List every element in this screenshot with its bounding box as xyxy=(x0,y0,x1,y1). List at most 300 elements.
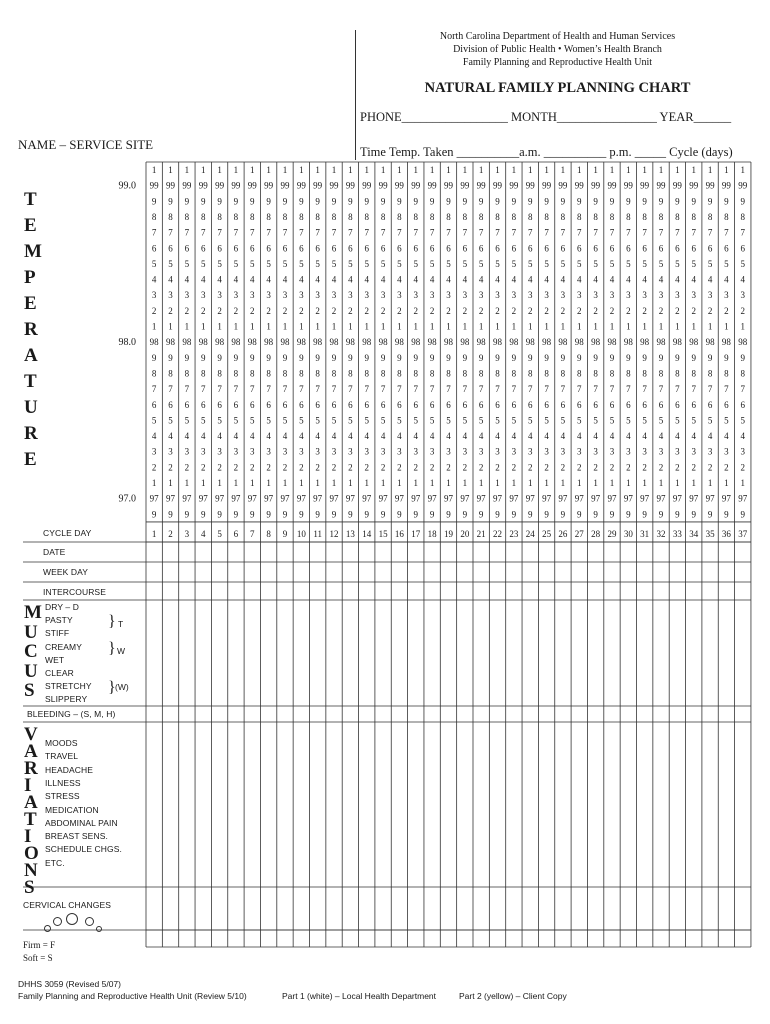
temperature-cell: 9 xyxy=(364,509,369,520)
mucus-item: CREAMY xyxy=(45,641,82,652)
temperature-cell: 3 xyxy=(151,290,157,301)
temperature-cell: 9 xyxy=(168,509,173,520)
temperature-cell: 6 xyxy=(626,243,631,254)
cycle-day-number: 2 xyxy=(168,529,173,539)
temperature-cell: 3 xyxy=(233,446,239,457)
temperature-cell: 97 xyxy=(558,493,568,504)
temperature-cell: 3 xyxy=(707,290,713,301)
temperature-cell: 8 xyxy=(446,211,451,222)
temperature-cell: 1 xyxy=(642,321,647,332)
temperature-cell: 3 xyxy=(658,290,664,301)
temperature-cell: 1 xyxy=(577,321,582,332)
temperature-cell: 97 xyxy=(149,493,159,504)
cycle-day-number: 15 xyxy=(378,529,388,539)
temperature-cell: 3 xyxy=(446,446,451,457)
temperature-cell: 1 xyxy=(233,321,239,332)
temperature-cell: 7 xyxy=(184,384,190,395)
temperature-cell: 1 xyxy=(299,165,304,175)
temperature-cell: 99 xyxy=(493,180,503,191)
cycle-day-number: 20 xyxy=(460,529,470,539)
temperature-cell: 7 xyxy=(151,384,157,395)
temperature-cell: 4 xyxy=(560,431,566,442)
temperature-cell: 1 xyxy=(560,321,566,332)
temperature-cell: 99 xyxy=(591,180,601,191)
temperature-cell: 4 xyxy=(151,431,157,442)
temperature-cell: 1 xyxy=(626,478,631,488)
temperature-cell: 3 xyxy=(626,290,631,301)
temperature-cell: 99 xyxy=(264,180,274,191)
temperature-cell: 2 xyxy=(707,462,713,473)
temperature-cell: 6 xyxy=(380,399,386,410)
temperature-cell: 6 xyxy=(200,399,206,410)
temperature-cell: 9 xyxy=(299,196,304,207)
temperature-cell: 98 xyxy=(378,337,388,348)
soft-legend: Soft = S xyxy=(23,953,53,963)
temperature-cell: 4 xyxy=(168,431,173,442)
temperature-cell: 8 xyxy=(397,368,402,379)
temperature-cell: 4 xyxy=(250,274,255,285)
temperature-cell: 9 xyxy=(527,196,533,207)
temperature-cell: 4 xyxy=(331,274,337,285)
temperature-cell: 8 xyxy=(364,211,369,222)
mucus-item: WET xyxy=(45,654,65,665)
temperature-cell: 3 xyxy=(413,446,419,457)
temperature-cell: 6 xyxy=(544,399,549,410)
temperature-cell: 9 xyxy=(511,352,517,363)
temperature-cell: 97 xyxy=(345,493,355,504)
temperature-cell: 3 xyxy=(544,290,549,301)
temperature-cell: 3 xyxy=(200,446,206,457)
temperature-cell: 97 xyxy=(591,493,601,504)
temperature-cell: 5 xyxy=(315,415,320,426)
temperature-cell: 9 xyxy=(577,352,582,363)
temperature-cell: 6 xyxy=(299,399,304,410)
temperature-cell: 8 xyxy=(462,211,468,222)
temperature-cell: 2 xyxy=(282,462,288,473)
temperature-cell: 1 xyxy=(299,321,304,332)
temperature-cell: 2 xyxy=(168,462,173,473)
temperature-cell: 6 xyxy=(593,399,598,410)
temperature-cell: 99 xyxy=(525,180,535,191)
temperature-cell: 3 xyxy=(168,446,173,457)
temperature-cell: 6 xyxy=(250,399,255,410)
temperature-cell: 5 xyxy=(527,258,533,269)
temperature-cell: 9 xyxy=(380,509,386,520)
temperature-cell: 2 xyxy=(740,462,746,473)
temperature-cell: 99 xyxy=(689,180,699,191)
temperature-cell: 4 xyxy=(560,274,566,285)
temperature-cell: 1 xyxy=(151,321,157,332)
temperature-cell: 5 xyxy=(397,258,402,269)
temperature-cell: 2 xyxy=(233,462,239,473)
temperature-cell: 7 xyxy=(495,384,500,395)
temperature-cell: 2 xyxy=(593,305,598,316)
temperature-cell: 2 xyxy=(658,305,664,316)
temperature-cell: 6 xyxy=(691,243,696,254)
temperature-cell: 9 xyxy=(151,352,157,363)
temperature-cell: 1 xyxy=(250,165,255,175)
temperature-cell: 2 xyxy=(675,462,680,473)
temperature-cell: 5 xyxy=(511,258,517,269)
temperature-cell: 6 xyxy=(413,399,419,410)
temperature-cell: 5 xyxy=(233,258,239,269)
temperature-cell: 99 xyxy=(329,180,339,191)
temperature-cell: 7 xyxy=(593,227,598,238)
temperature-cell: 9 xyxy=(675,196,680,207)
temperature-cell: 98 xyxy=(247,337,257,348)
variation-item: MEDICATION xyxy=(45,804,99,815)
temperature-cell: 5 xyxy=(429,415,435,426)
temperature-cell: 7 xyxy=(658,227,664,238)
temperature-cell: 3 xyxy=(478,290,484,301)
temperature-cell: 4 xyxy=(495,431,500,442)
temperature-cell: 4 xyxy=(364,274,369,285)
temperature-cell: 98 xyxy=(460,337,470,348)
temperature-cell: 7 xyxy=(364,227,369,238)
temperature-cell: 3 xyxy=(577,290,582,301)
temperature-cell: 5 xyxy=(724,415,729,426)
header-unit: Family Planning and Reproductive Health Unit xyxy=(462,57,653,68)
temperature-cell: 1 xyxy=(364,321,369,332)
temperature-cell: 2 xyxy=(691,305,696,316)
temperature-cell: 9 xyxy=(544,196,549,207)
temperature-cell: 1 xyxy=(609,165,615,175)
temperature-cell: 97 xyxy=(738,493,748,504)
temperature-cell: 1 xyxy=(250,321,255,332)
cervical-changes-label: CERVICAL CHANGES xyxy=(23,900,112,910)
vertical-word-letter: E xyxy=(24,293,37,314)
vertical-word-letter: I xyxy=(24,826,32,847)
cervix-circle-icon xyxy=(66,913,78,925)
cycle-day-number: 26 xyxy=(558,529,568,539)
temperature-cell: 98 xyxy=(689,337,699,348)
temperature-cell: 99 xyxy=(623,180,633,191)
temperature-cell: 8 xyxy=(200,368,206,379)
temperature-cell: 8 xyxy=(626,211,631,222)
temperature-cell: 7 xyxy=(560,227,566,238)
temperature-cell: 9 xyxy=(593,509,598,520)
temperature-cell: 3 xyxy=(250,290,255,301)
temperature-cell: 6 xyxy=(478,243,484,254)
temperature-cell: 7 xyxy=(740,227,746,238)
temperature-cell: 3 xyxy=(266,290,271,301)
temperature-cell: 9 xyxy=(413,352,419,363)
temperature-cell: 2 xyxy=(577,305,582,316)
temperature-cell: 7 xyxy=(544,384,549,395)
temperature-cell: 8 xyxy=(348,211,353,222)
temperature-cell: 1 xyxy=(691,321,696,332)
temperature-cell: 7 xyxy=(233,384,239,395)
temperature-cell: 7 xyxy=(250,227,255,238)
temperature-cell: 7 xyxy=(724,227,729,238)
mucus-item: STIFF xyxy=(45,628,70,639)
temperature-cell: 6 xyxy=(168,399,173,410)
temperature-cell: 2 xyxy=(250,305,255,316)
temperature-cell: 99 xyxy=(345,180,355,191)
temperature-cell: 7 xyxy=(609,227,615,238)
temperature-cell: 3 xyxy=(544,446,549,457)
cycle-day-number: 12 xyxy=(329,529,339,539)
bracket-t-label: T xyxy=(118,619,124,629)
temperature-cell: 9 xyxy=(527,352,533,363)
temperature-cell: 1 xyxy=(364,165,369,175)
cycle-day-number: 31 xyxy=(640,529,650,539)
temperature-cell: 4 xyxy=(413,274,419,285)
temperature-cell: 4 xyxy=(593,274,598,285)
week-day-row-label: WEEK DAY xyxy=(43,567,89,577)
temperature-cell: 1 xyxy=(609,321,615,332)
cycle-day-number: 32 xyxy=(656,529,666,539)
temperature-cell: 4 xyxy=(609,274,615,285)
temperature-cell: 5 xyxy=(331,415,337,426)
temperature-cell: 97 xyxy=(460,493,470,504)
temperature-axis-label: 97.0 xyxy=(118,493,136,505)
temperature-cell: 1 xyxy=(217,165,222,175)
temperature-cell: 4 xyxy=(658,274,664,285)
temperature-cell: 4 xyxy=(577,274,582,285)
temperature-cell: 4 xyxy=(233,274,239,285)
temperature-cell: 4 xyxy=(364,431,369,442)
temperature-cell: 98 xyxy=(215,337,225,348)
temperature-cell: 2 xyxy=(642,305,647,316)
temperature-cell: 8 xyxy=(593,211,598,222)
temperature-cell: 98 xyxy=(394,337,404,348)
temperature-cell: 8 xyxy=(511,211,517,222)
temperature-cell: 1 xyxy=(380,321,386,332)
temperature-cell: 7 xyxy=(250,384,255,395)
temperature-cell: 4 xyxy=(397,431,402,442)
time-taken-line: Time Temp. Taken __________a.m. __________ p.m. _____ Cycle (days) xyxy=(360,145,733,159)
temperature-cell: 9 xyxy=(348,352,353,363)
temperature-cell: 3 xyxy=(626,446,631,457)
cervix-circle-icon xyxy=(53,917,62,926)
temperature-cell: 5 xyxy=(380,415,386,426)
temperature-cell: 9 xyxy=(266,196,271,207)
temperature-cell: 5 xyxy=(233,415,239,426)
temperature-cell: 6 xyxy=(707,243,713,254)
temperature-cell: 2 xyxy=(658,462,664,473)
temperature-cell: 3 xyxy=(724,290,729,301)
temperature-cell: 97 xyxy=(542,493,552,504)
temperature-cell: 6 xyxy=(380,243,386,254)
temperature-cell: 9 xyxy=(495,352,500,363)
temperature-cell: 6 xyxy=(151,243,157,254)
temperature-cell: 9 xyxy=(658,509,664,520)
temperature-cell: 3 xyxy=(331,290,337,301)
temperature-cell: 5 xyxy=(446,415,451,426)
temperature-cell: 97 xyxy=(313,493,323,504)
temperature-cell: 9 xyxy=(724,352,729,363)
temperature-cell: 9 xyxy=(233,509,239,520)
temperature-cell: 9 xyxy=(315,509,320,520)
temperature-cell: 9 xyxy=(250,352,255,363)
temperature-cell: 2 xyxy=(151,462,157,473)
temperature-cell: 1 xyxy=(151,478,157,488)
temperature-cell: 8 xyxy=(151,368,157,379)
temperature-cell: 98 xyxy=(313,337,323,348)
temperature-cell: 6 xyxy=(560,399,566,410)
temperature-cell: 8 xyxy=(397,211,402,222)
temperature-cell: 1 xyxy=(478,321,484,332)
temperature-cell: 2 xyxy=(151,305,157,316)
temperature-cell: 98 xyxy=(166,337,176,348)
temperature-cell: 5 xyxy=(511,415,517,426)
temperature-cell: 3 xyxy=(348,446,353,457)
temperature-cell: 1 xyxy=(658,321,664,332)
temperature-cell: 2 xyxy=(609,462,615,473)
temperature-cell: 9 xyxy=(724,196,729,207)
temperature-cell: 1 xyxy=(266,321,271,332)
temperature-cell: 97 xyxy=(394,493,404,504)
temperature-cell: 3 xyxy=(511,446,517,457)
temperature-cell: 98 xyxy=(509,337,519,348)
temperature-cell: 1 xyxy=(527,321,533,332)
temperature-cell: 7 xyxy=(511,384,517,395)
temperature-cell: 5 xyxy=(609,415,615,426)
temperature-cell: 7 xyxy=(413,384,419,395)
temperature-cell: 9 xyxy=(577,509,582,520)
temperature-cell: 8 xyxy=(184,368,190,379)
temperature-cell: 4 xyxy=(642,431,647,442)
temperature-cell: 8 xyxy=(299,368,304,379)
temperature-cell: 1 xyxy=(446,321,451,332)
temperature-cell: 4 xyxy=(527,431,533,442)
temperature-cell: 1 xyxy=(233,478,239,488)
temperature-cell: 99 xyxy=(476,180,486,191)
temperature-cell: 3 xyxy=(446,290,451,301)
temperature-cell: 4 xyxy=(217,274,222,285)
mucus-item: CLEAR xyxy=(45,668,74,678)
temperature-cell: 6 xyxy=(511,399,517,410)
temperature-cell: 99 xyxy=(574,180,584,191)
temperature-cell: 1 xyxy=(675,478,680,488)
temperature-cell: 2 xyxy=(168,305,173,316)
temperature-cell: 2 xyxy=(626,462,631,473)
temperature-cell: 1 xyxy=(707,321,713,332)
cycle-day-number: 10 xyxy=(296,529,306,539)
variation-item: MOODS xyxy=(45,738,78,748)
temperature-cell: 2 xyxy=(413,305,419,316)
temperature-cell: 3 xyxy=(707,446,713,457)
temperature-cell: 9 xyxy=(184,196,190,207)
temperature-cell: 4 xyxy=(593,431,598,442)
temperature-cell: 5 xyxy=(250,415,255,426)
temperature-cell: 4 xyxy=(397,274,402,285)
temperature-cell: 99 xyxy=(198,180,208,191)
vertical-word-letter: A xyxy=(24,345,38,366)
bleeding-row-label: BLEEDING – (S, M, H) xyxy=(27,709,116,719)
temperature-cell: 1 xyxy=(478,478,484,488)
temperature-axis-label: 98.0 xyxy=(118,337,136,349)
temperature-cell: 1 xyxy=(593,165,598,175)
temperature-cell: 1 xyxy=(527,478,533,488)
temperature-cell: 98 xyxy=(280,337,290,348)
temperature-cell: 9 xyxy=(560,352,566,363)
temperature-cell: 5 xyxy=(217,415,222,426)
temperature-cell: 7 xyxy=(331,384,337,395)
temperature-cell: 9 xyxy=(429,196,435,207)
temperature-cell: 7 xyxy=(266,384,271,395)
temperature-cell: 1 xyxy=(675,165,680,175)
temperature-cell: 98 xyxy=(705,337,715,348)
cycle-day-number: 28 xyxy=(591,529,601,539)
temperature-cell: 6 xyxy=(446,243,451,254)
temperature-cell: 6 xyxy=(560,243,566,254)
temperature-cell: 5 xyxy=(560,258,566,269)
temperature-cell: 7 xyxy=(217,227,222,238)
temperature-cell: 99 xyxy=(166,180,176,191)
vertical-word-letter: R xyxy=(24,423,38,444)
temperature-cell: 5 xyxy=(724,258,729,269)
temperature-cell: 1 xyxy=(495,321,500,332)
temperature-cell: 8 xyxy=(233,211,239,222)
temperature-cell: 7 xyxy=(397,384,402,395)
temperature-cell: 5 xyxy=(544,415,549,426)
temperature-cell: 97 xyxy=(166,493,176,504)
temperature-cell: 6 xyxy=(642,243,647,254)
temperature-cell: 2 xyxy=(691,462,696,473)
cycle-day-number: 19 xyxy=(443,529,453,539)
temperature-cell: 5 xyxy=(184,258,190,269)
temperature-cell: 1 xyxy=(413,165,419,175)
vertical-word-letter: E xyxy=(24,449,37,470)
temperature-cell: 5 xyxy=(217,258,222,269)
temperature-cell: 99 xyxy=(607,180,617,191)
mucus-item: DRY – D xyxy=(45,602,79,612)
bracket-t-brace: } xyxy=(108,613,116,630)
temperature-cell: 1 xyxy=(642,165,647,175)
temperature-cell: 8 xyxy=(348,368,353,379)
temperature-cell: 5 xyxy=(544,258,549,269)
temperature-cell: 2 xyxy=(478,305,484,316)
temperature-cell: 8 xyxy=(299,211,304,222)
temperature-cell: 7 xyxy=(495,227,500,238)
temperature-cell: 9 xyxy=(364,196,369,207)
temperature-cell: 5 xyxy=(675,415,680,426)
cycle-day-number: 21 xyxy=(476,529,486,539)
temperature-cell: 1 xyxy=(331,321,337,332)
temperature-cell: 4 xyxy=(707,274,713,285)
bracket-w-brace: } xyxy=(108,640,116,657)
temperature-cell: 7 xyxy=(724,384,729,395)
temperature-cell: 8 xyxy=(380,368,386,379)
temperature-cell: 98 xyxy=(231,337,241,348)
temperature-cell: 1 xyxy=(184,478,190,488)
temperature-cell: 5 xyxy=(740,415,746,426)
temperature-cell: 8 xyxy=(544,368,549,379)
temperature-cell: 9 xyxy=(626,509,631,520)
temperature-cell: 4 xyxy=(446,274,451,285)
temperature-cell: 7 xyxy=(544,227,549,238)
temperature-cell: 3 xyxy=(299,446,304,457)
temperature-cell: 99 xyxy=(460,180,470,191)
temperature-cell: 1 xyxy=(478,165,484,175)
temperature-cell: 8 xyxy=(495,211,500,222)
temperature-cell: 6 xyxy=(478,399,484,410)
temperature-cell: 4 xyxy=(511,431,517,442)
temperature-cell: 6 xyxy=(527,243,533,254)
temperature-cell: 3 xyxy=(266,446,271,457)
temperature-cell: 4 xyxy=(658,431,664,442)
temperature-cell: 2 xyxy=(724,305,729,316)
temperature-cell: 7 xyxy=(691,227,696,238)
temperature-cell: 4 xyxy=(544,274,549,285)
temperature-cell: 3 xyxy=(495,446,500,457)
temperature-cell: 5 xyxy=(397,415,402,426)
temperature-cell: 6 xyxy=(495,243,500,254)
temperature-cell: 6 xyxy=(495,399,500,410)
temperature-cell: 99 xyxy=(247,180,257,191)
